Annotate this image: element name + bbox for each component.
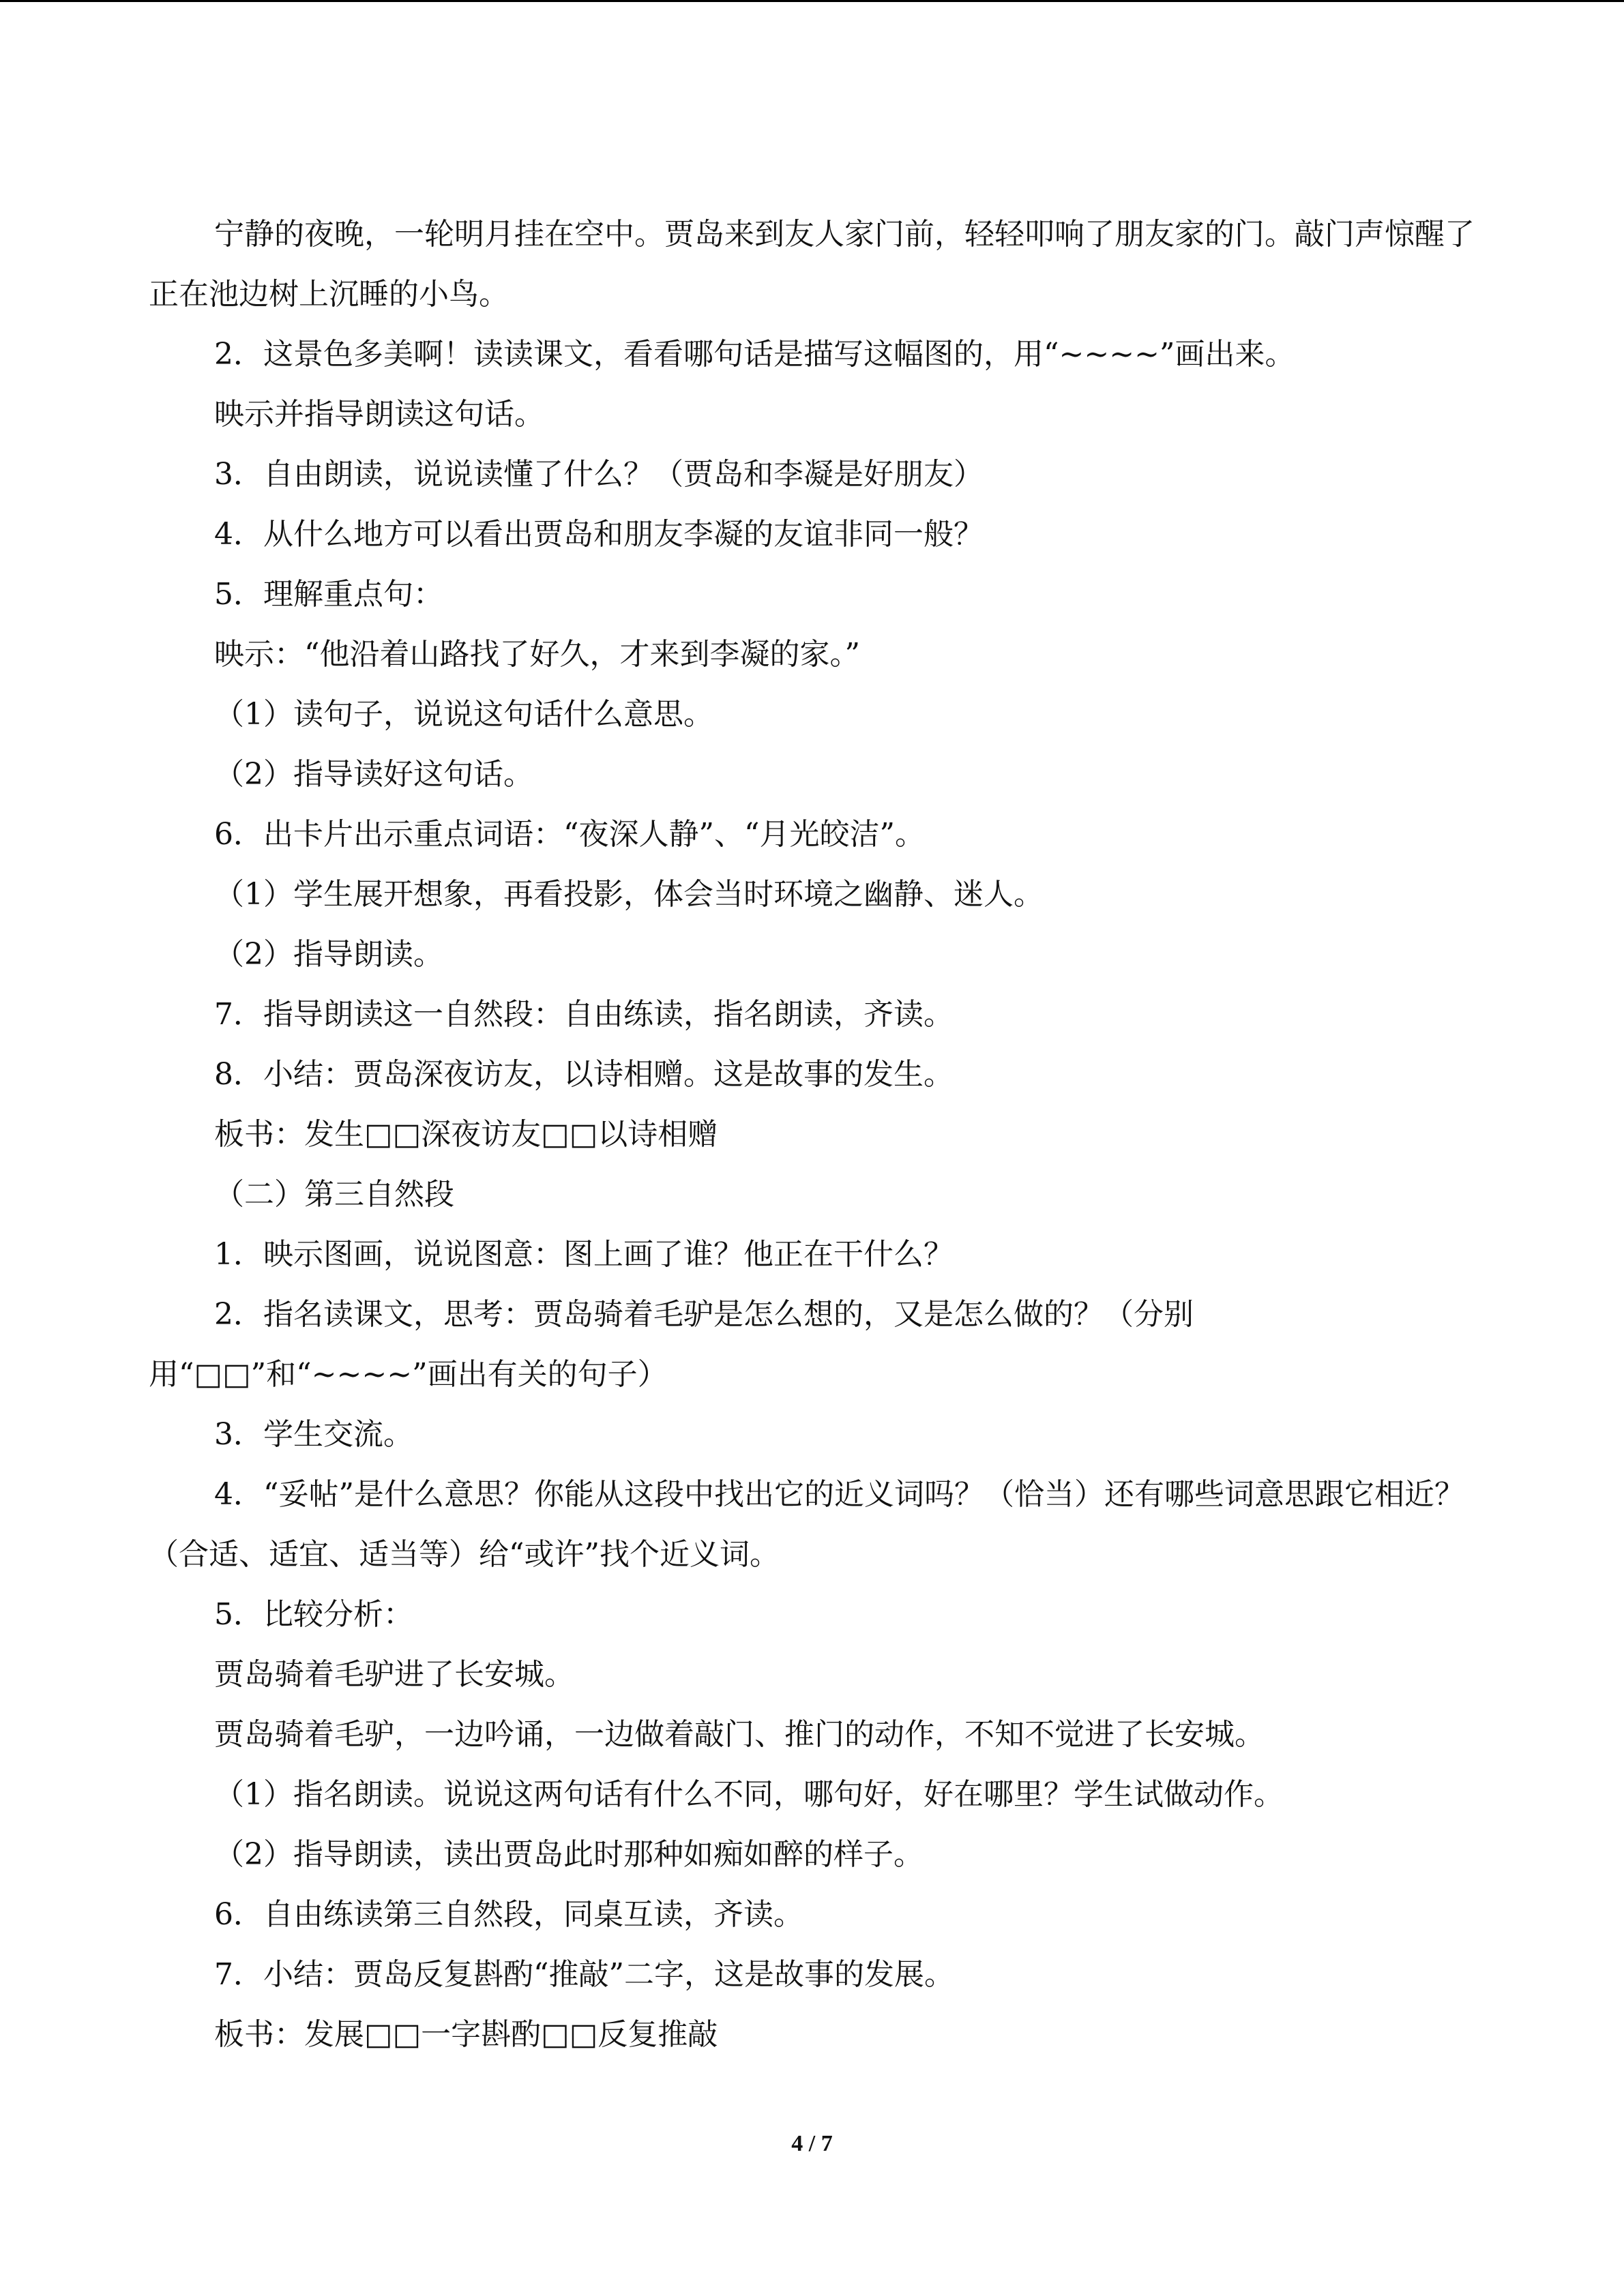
paragraph-s3-step-5: 5．比较分析： bbox=[214, 1597, 413, 1632]
paragraph-compare-a: 贾岛骑着毛驴进了长安城。 bbox=[214, 1657, 574, 1692]
paragraph-show-read: 映示并指导朗读这句话。 bbox=[214, 397, 544, 432]
paragraph-blackboard-1: 板书：发生□□深夜访友□□以诗相赠 bbox=[214, 1117, 718, 1152]
paragraph-step-5: 5．理解重点句： bbox=[214, 577, 443, 612]
paragraph-step-4: 4．从什么地方可以看出贾岛和朋友李凝的友谊非同一般？ bbox=[214, 517, 984, 552]
paragraph-scene-description: 宁静的夜晚，一轮明月挂在空中。贾岛来到友人家门前，轻轻叩响了朋友家的门。敲门声惊醒了正在池边树上沉睡的小鸟。 bbox=[149, 217, 1475, 312]
paragraph-s3-sub-2: （2）指导朗读，读出贾岛此时那种如痴如醉的样子。 bbox=[214, 1837, 924, 1872]
paragraph-sub-2: （2）指导读好这句话。 bbox=[214, 757, 533, 792]
paragraph-s3-step-3: 3．学生交流。 bbox=[214, 1417, 413, 1452]
section-heading-paragraph-3: （二）第三自然段 bbox=[214, 1177, 454, 1212]
page-number: 4 / 7 bbox=[791, 2131, 833, 2156]
paragraph-key-sentence: 映示：“他沿着山路找了好久，才来到李凝的家。” bbox=[214, 637, 860, 672]
top-border-line bbox=[0, 0, 1624, 2]
document-body bbox=[149, 205, 1479, 2065]
paragraph-s3-step-7: 7．小结：贾岛反复斟酌“推敲”二字，这是故事的发展。 bbox=[214, 1957, 954, 1992]
paragraph-compare-b: 贾岛骑着毛驴，一边吟诵，一边做着敲门、推门的动作，不知不觉进了长安城。 bbox=[214, 1717, 1265, 1752]
paragraph-step-3: 3．自由朗读，说说读懂了什么？（贾岛和李凝是好朋友） bbox=[214, 457, 984, 492]
paragraph-step-2: 2．这景色多美啊！读读课文，看看哪句话是描写这幅图的，用“~~~~”画出来。 bbox=[214, 337, 1295, 372]
paragraph-sub-1: （1）读句子，说说这句话什么意思。 bbox=[214, 697, 713, 732]
paragraph-s3-step-2: 2．指名读课文，思考：贾岛骑着毛驴是怎么想的，又是怎么做的？（分别用“□□”和“~~~~”画出有关的句子） bbox=[149, 1297, 1194, 1392]
paragraph-sub-1b: （1）学生展开想象，再看投影，体会当时环境之幽静、迷人。 bbox=[214, 877, 1044, 912]
paragraph-sub-2b: （2）指导朗读。 bbox=[214, 937, 443, 972]
paragraph-step-6: 6．出卡片出示重点词语：“夜深人静”、“月光皎洁”。 bbox=[214, 817, 925, 852]
paragraph-s3-step-6: 6．自由练读第三自然段，同桌互读，齐读。 bbox=[214, 1897, 803, 1932]
paragraph-s3-step-1: 1．映示图画，说说图意：图上画了谁？他正在干什么？ bbox=[214, 1237, 954, 1272]
paragraph-s3-sub-1: （1）指名朗读。说说这两句话有什么不同，哪句好，好在哪里？学生试做动作。 bbox=[214, 1777, 1284, 1812]
paragraph-s3-step-4: 4．“妥帖”是什么意思？你能从这段中找出它的近义词吗？（恰当）还有哪些词意思跟它相近？（合适、适宜、适当等）给“或许”找个近义词。 bbox=[149, 1477, 1464, 1572]
paragraph-blackboard-2: 板书：发展□□一字斟酌□□反复推敲 bbox=[214, 2017, 718, 2052]
paragraph-step-7: 7．指导朗读这一自然段：自由练读，指名朗读，齐读。 bbox=[214, 997, 954, 1032]
paragraph-step-8: 8．小结：贾岛深夜访友，以诗相赠。这是故事的发生。 bbox=[214, 1057, 954, 1092]
